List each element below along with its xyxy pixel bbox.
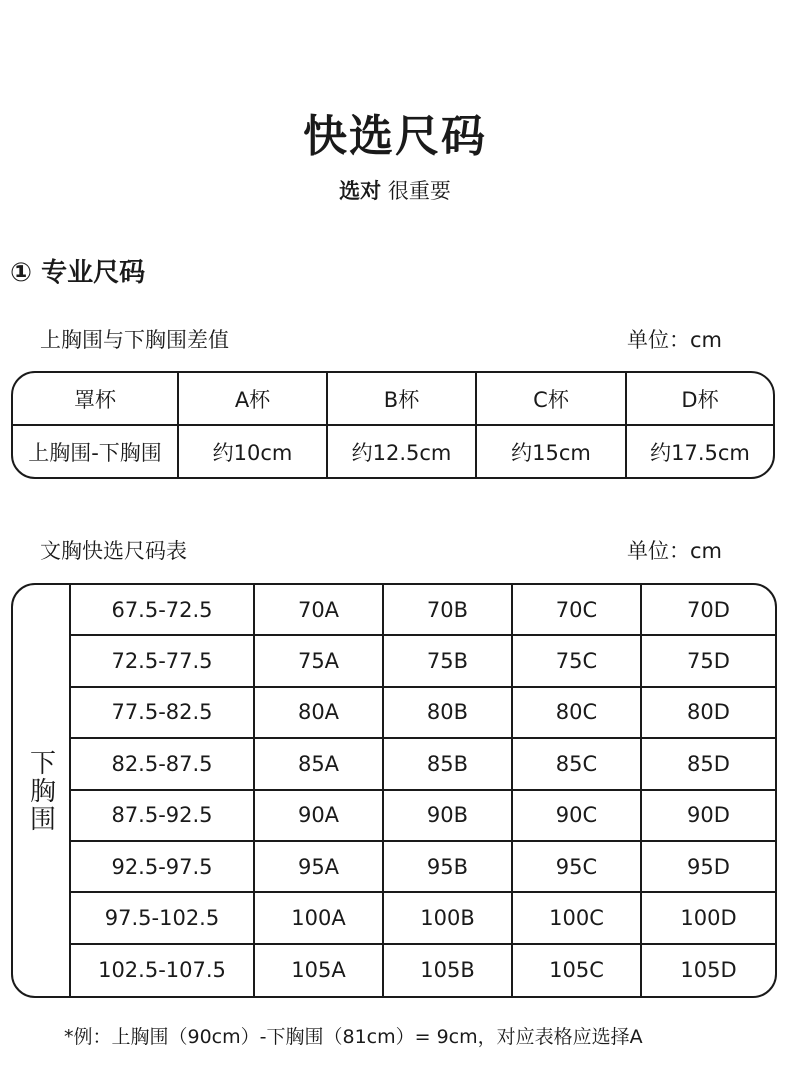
table-cell: 上胸围-下胸围: [13, 426, 179, 477]
size-cell: 105D: [680, 958, 737, 983]
size-cell: 95D: [687, 854, 730, 879]
underbust-range-cell: 72.5-77.5: [71, 636, 255, 685]
size-cell: 85C: [513, 739, 642, 788]
underbust-range-cell: 67.5-72.5: [71, 585, 255, 634]
table-row: [13, 426, 773, 477]
diff-table-caption: 上胸围与下胸围差值: [40, 328, 229, 352]
table-header-cell: 罩杯: [13, 373, 179, 424]
table-cell: 约12.5cm: [328, 426, 477, 477]
table-row: [71, 842, 775, 893]
table-row: [71, 585, 775, 636]
size-cell: 105A: [255, 945, 384, 996]
size-cell: 85A: [255, 739, 384, 788]
size-cell: 90C: [513, 791, 642, 840]
underbust-range-cell: 82.5-87.5: [71, 739, 255, 788]
table-cell: 约10cm: [179, 426, 328, 477]
size-cell: 80C: [513, 688, 642, 737]
size-cell: 80B: [384, 688, 513, 737]
example-note: *例：上胸围（90cm）-下胸围（81cm）= 9cm，对应表格应选择A: [64, 1026, 643, 1048]
table-header-cell: A杯: [179, 373, 328, 424]
size-cell: 75C: [513, 636, 642, 685]
size-cell: 70C: [513, 585, 642, 634]
size-cell: 100D: [680, 906, 737, 931]
size-cell: 80D: [687, 700, 730, 725]
size-cell: 100C: [513, 893, 642, 942]
size-cell: 95C: [513, 842, 642, 891]
size-cell: 75D: [687, 649, 730, 674]
table-cell: 约17.5cm: [650, 440, 750, 465]
table-row: [71, 636, 775, 687]
cup-difference-table: [11, 371, 775, 479]
size-cell: 75A: [255, 636, 384, 685]
table-row: [71, 945, 775, 996]
page-subtitle: [0, 175, 790, 205]
subtitle-rest: 很重要: [387, 179, 451, 203]
table-header-cell: B杯: [328, 373, 477, 424]
table-header-cell: D杯: [681, 387, 719, 412]
table-header-row: [13, 373, 773, 426]
size-cell: 95B: [384, 842, 513, 891]
size-cell: 85D: [687, 751, 730, 776]
underbust-range-cell: 92.5-97.5: [71, 842, 255, 891]
side-label-text: 下胸围: [25, 748, 56, 833]
table-cell: 约15cm: [477, 426, 627, 477]
underbust-range-cell: 97.5-102.5: [71, 893, 255, 942]
size-cell: 70B: [384, 585, 513, 634]
table-row: [71, 688, 775, 739]
size-cell: 90B: [384, 791, 513, 840]
section-heading: ① 专业尺码: [10, 258, 146, 288]
size-cell: 105C: [513, 945, 642, 996]
underbust-range-cell: 77.5-82.5: [71, 688, 255, 737]
subtitle-strong: 选对: [339, 179, 382, 203]
size-cell: 100A: [255, 893, 384, 942]
diff-table-unit: 单位：cm: [627, 328, 723, 352]
size-cell: 90A: [255, 791, 384, 840]
table-row: [71, 791, 775, 842]
size-cell: 105B: [384, 945, 513, 996]
size-cell: 70D: [687, 597, 730, 622]
underbust-range-cell: 102.5-107.5: [71, 945, 255, 996]
size-cell: 80A: [255, 688, 384, 737]
table-row: [71, 893, 775, 944]
size-cell: 90D: [687, 803, 730, 828]
size-table-caption: 文胸快选尺码表: [40, 539, 187, 563]
page-title: 快选尺码: [303, 111, 487, 162]
table-row: [71, 739, 775, 790]
size-cell: 95A: [255, 842, 384, 891]
table-header-cell: C杯: [477, 373, 627, 424]
size-cell: 75B: [384, 636, 513, 685]
underbust-range-cell: 87.5-92.5: [71, 791, 255, 840]
size-cell: 85B: [384, 739, 513, 788]
underbust-side-label: [13, 585, 71, 996]
size-table-unit: 单位：cm: [627, 539, 723, 563]
size-chart-table: [11, 583, 777, 998]
size-cell: 70A: [255, 585, 384, 634]
size-grid: [71, 585, 775, 996]
size-cell: 100B: [384, 893, 513, 942]
